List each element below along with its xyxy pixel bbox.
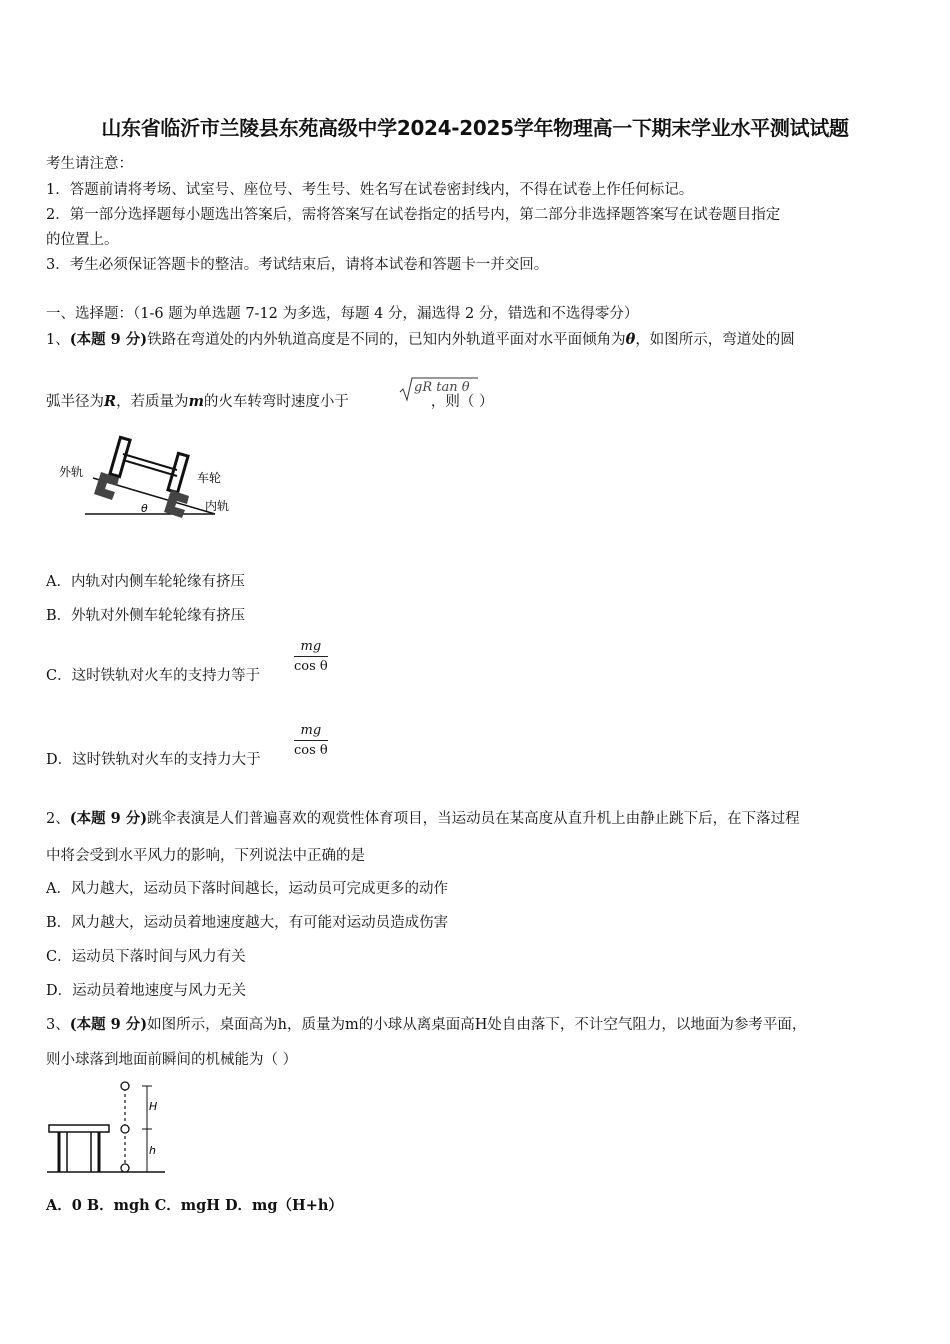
label-wheel: 车轮 bbox=[197, 471, 222, 485]
sqrt-radicand: gR tan θ bbox=[414, 380, 470, 395]
q2-option-b: B．风力越大，运动员着地速度越大，有可能对运动员造成伤害 bbox=[46, 915, 449, 931]
rail-figure bbox=[55, 430, 245, 520]
q2-option-a: A．风力越大，运动员下落时间越长，运动员可完成更多的动作 bbox=[46, 881, 448, 897]
q2-stem-line1 bbox=[46, 807, 800, 828]
section1-heading: 一、选择题：（1-6 题为单选题 7-12 为多选，每题 4 分，漏选得 2 分，错选和不选得零分） bbox=[46, 306, 639, 322]
ball-table-level bbox=[121, 1125, 129, 1133]
frac-den: cos θ bbox=[294, 659, 328, 674]
q3-text: 如图所示，桌面高为h，质量为m的小球从离桌面高H处自由落下，不计空气阻力，以地面为参考平面， bbox=[147, 1017, 807, 1033]
q3-options: A．0 B．mgh C．mgH D．mg（H+h） bbox=[46, 1197, 343, 1214]
q2-text: 跳伞表演是人们普遍喜欢的观赏性体育项目，当运动员在某高度从直升机上由静止跳下后，在下落过程 bbox=[147, 811, 800, 827]
q1-text: 铁路在弯道处的内外轨道高度是不同的，已知内外轨道平面对水平面倾角为 bbox=[147, 332, 626, 348]
ball-table-figure bbox=[45, 1080, 175, 1180]
inner-rail-wheel bbox=[164, 453, 189, 518]
q1-points: (本题 9 分) bbox=[69, 331, 148, 348]
frac-num: mg bbox=[300, 723, 322, 738]
q1-line2-pre: 弧半径为 bbox=[46, 394, 104, 410]
q2-option-d: D．运动员着地速度与风力无关 bbox=[46, 983, 247, 999]
q1-text-tail: ，如图所示，弯道处的圆 bbox=[635, 332, 795, 348]
sqrt-expression bbox=[398, 376, 480, 406]
q1-stem-line1 bbox=[46, 328, 795, 349]
q1-number: 1、 bbox=[46, 332, 70, 348]
q3-points: (本题 9 分) bbox=[69, 1016, 148, 1033]
q1-option-c: C．这时铁轨对火车的支持力等于 bbox=[46, 668, 261, 684]
q2-stem-line2: 中将会受到水平风力的影响，下列说法中正确的是 bbox=[46, 848, 365, 864]
q1-var-R: R bbox=[104, 393, 117, 410]
frac-bar bbox=[294, 740, 328, 741]
q1-option-a: A．内轨对内侧车轮轮缘有挤压 bbox=[46, 574, 245, 590]
label-inner-rail: 内轨 bbox=[205, 499, 230, 513]
q1-line2-mid: ，若质量为 bbox=[116, 394, 189, 410]
q1-c-fraction bbox=[294, 639, 328, 674]
label-H: H bbox=[149, 1100, 158, 1113]
frac-num: mg bbox=[300, 639, 322, 654]
q3-number: 3、 bbox=[46, 1017, 70, 1033]
q1-line2-tail: ，则（ ） bbox=[430, 394, 494, 410]
outer-rail-wheel bbox=[94, 437, 130, 500]
q1-var-m: m bbox=[188, 393, 204, 410]
q2-points: (本题 9 分) bbox=[69, 810, 148, 827]
q1-line2-post: 的火车转弯时速度小于 bbox=[203, 394, 349, 410]
notice-item-1: 1．答题前请将考场、试室号、座位号、考生号、姓名写在试卷密封线内，不得在试卷上作任何标记。 bbox=[46, 182, 694, 198]
label-outer-rail: 外轨 bbox=[59, 465, 84, 479]
q1-option-d: D．这时铁轨对火车的支持力大于 bbox=[46, 752, 261, 768]
notice-heading: 考生请注意： bbox=[46, 156, 133, 172]
ball-ground bbox=[121, 1164, 129, 1172]
page-title: 山东省临沂市兰陵县东苑高级中学2024-2025学年物理高一下期末学业水平测试试题 bbox=[101, 116, 849, 140]
q1-option-b: B．外轨对外侧车轮轮缘有挤压 bbox=[46, 608, 246, 624]
ball-start bbox=[121, 1082, 129, 1090]
notice-item-2-cont: 的位置上。 bbox=[46, 232, 119, 248]
q3-stem-line1 bbox=[46, 1013, 806, 1034]
q3-stem-line2: 则小球落到地面前瞬间的机械能为（ ） bbox=[46, 1052, 298, 1068]
q2-number: 2、 bbox=[46, 811, 70, 827]
q1-d-fraction bbox=[294, 723, 328, 758]
notice-item-3: 3．考生必须保证答题卡的整洁。考试结束后，请将本试卷和答题卡一并交回。 bbox=[46, 257, 549, 273]
label-angle: θ bbox=[141, 502, 148, 515]
label-h: h bbox=[149, 1144, 156, 1157]
notice-item-2: 2．第一部分选择题每小题选出答案后，需将答案写在试卷指定的括号内，第二部分非选择题答案写在试卷题目指定 bbox=[46, 207, 781, 223]
q2-option-c: C．运动员下落时间与风力有关 bbox=[46, 949, 246, 965]
q1-theta: θ bbox=[625, 331, 636, 348]
frac-bar bbox=[294, 656, 328, 657]
table-top bbox=[49, 1125, 109, 1132]
frac-den: cos θ bbox=[294, 743, 328, 758]
